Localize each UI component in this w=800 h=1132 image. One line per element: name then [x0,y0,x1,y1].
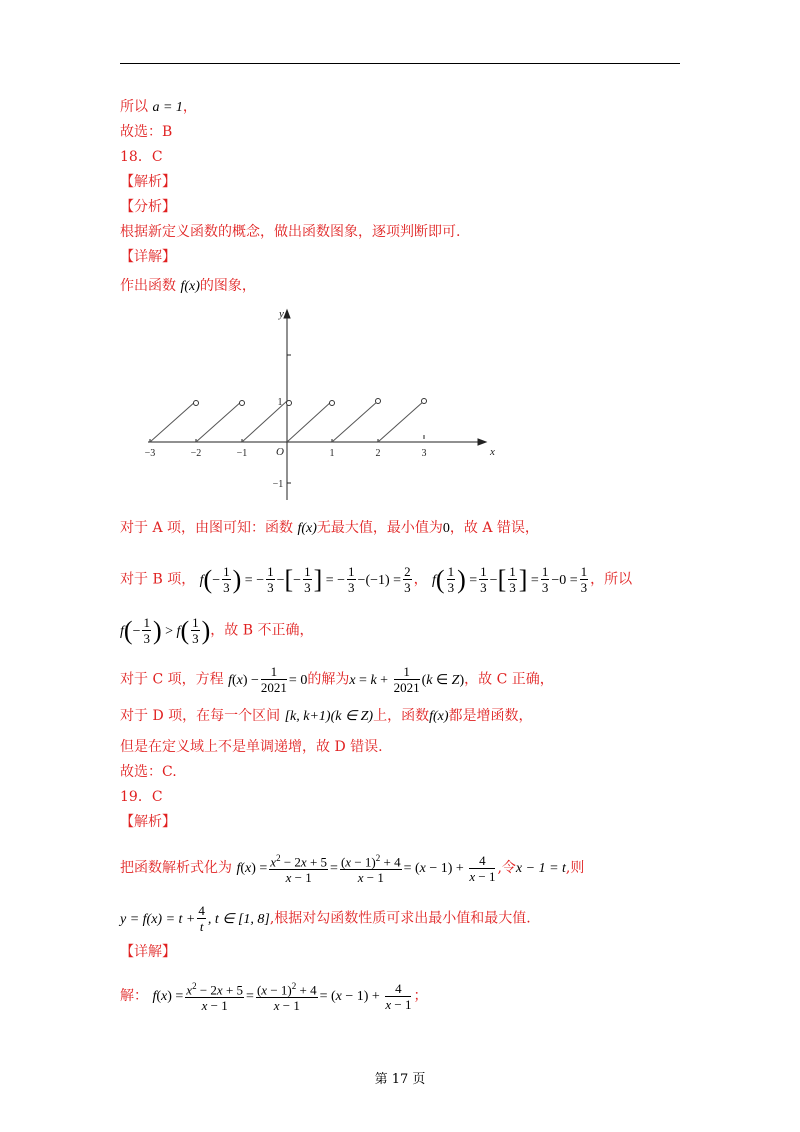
q19-analysis-2 [120,903,531,934]
q19-solution [120,979,427,1013]
text: ，故 C 正确， [464,671,554,688]
math-substitution: x − 1 = t [515,861,566,877]
text: 都是增函数， [448,708,533,724]
segment [196,401,242,442]
text: 无最大值，最小值为 [316,520,443,536]
math-b-calc-1: f(− $\frac{1}{3}$ ) = − $\frac{1}{3}$ −[− $\frac{1}{3}$ ] = − $\frac{1}{3}$ −(−1) = $\frac{2}{3}$ [199,564,411,595]
math-b-calc-2: f( $\frac{1}{3}$ ) = $\frac{1}{3}$ −[ $\frac{1}{3}$ ] = $\frac{1}{3}$ −0 = $\frac{1}{3}$ [432,564,588,595]
x-tick-label: −1 [236,448,248,459]
math-interval: [k, k+1)(k ∈ Z) [284,709,374,724]
text: ， [182,99,197,115]
text: ，故 B 不正确， [210,622,314,639]
x-tick-label: −3 [144,448,156,459]
segment [150,401,196,442]
option-d-text [120,706,533,727]
text: 把函数解析式化为 [120,860,232,877]
q19-analysis-1 [120,851,584,885]
y-tick-label: −1 [272,479,284,490]
segment [287,401,332,442]
line-answer-17: 故选：B [120,124,173,140]
section-xiangjie: 【详解】 [120,249,176,265]
math-q19-solution: f(x) = $\frac{x^2 - 2x + 5}{x - 1}$ = $\frac{(x - 1)^2 + 4}{x - 1}$ = (x − 1) + $\frac{4}{x - 1}$ [152,980,412,1014]
open-point [287,401,292,406]
page-number: 第 17 页 [374,1072,426,1087]
section-jiexi-19: 【解析】 [120,814,176,830]
text: 作出函数 [120,278,176,294]
option-a-text [120,518,539,539]
math-c-solution: x = k + $\frac{1}{2021}$ (k ∈ Z) [349,664,465,695]
section-jiexi: 【解析】 [120,174,176,190]
open-point [240,401,245,406]
x-axis-label: x [490,446,495,458]
text: 对于 C 项，方程 [120,671,224,688]
line-conclusion [120,97,197,118]
text: 上，函数 [373,708,430,724]
segment [332,401,378,442]
text: 的图象， [199,278,256,294]
section-fenxi: 【分析】 [120,199,176,215]
answer-18: 故选：C. [120,764,177,780]
option-b-conclusion [120,615,313,646]
section-xiangjie-19: 【详解】 [120,944,176,960]
open-point [194,401,199,406]
segment [378,401,424,442]
text: ，故 A 错误， [449,520,539,536]
math-zero: 0 [442,521,450,536]
text: 对于 B 项， [120,571,196,588]
analysis-text: 根据新定义函数的概念，做出函数图象，逐项判断即可. [120,224,461,240]
text: ,则 [565,860,585,877]
math-fx: f(x) [180,279,200,294]
question-19-heading: 19．C [120,789,163,805]
text: ,令 [497,860,516,877]
math-q19-rewrite: f(x) = $\frac{x^2 - 2x + 5}{x - 1}$ = $\frac{(x - 1)^2 + 4}{x - 1}$ = (x − 1) + $\frac{4}{x - 1}$ [236,852,496,886]
header-rule [120,63,680,64]
x-tick-label: 2 [375,448,381,459]
y-axis-arrow [284,310,290,318]
math-q19-t-form: y = f(x) = t + $\frac{4}{t}$ , t ∈ [1, 8] [120,903,270,934]
option-d-conclusion: 但是在定义域上不是单调递增，故 D 错误. [120,739,383,755]
text: ,根据对勾函数性质可求出最小值和最大值. [269,910,531,927]
open-point [330,401,335,406]
open-point [376,399,381,404]
math-fx: f(x) [429,709,449,724]
origin-label: O [276,446,284,458]
math-a-eq-1: a = 1 [152,100,183,115]
text: 的解为 [307,671,350,688]
y-axis-label: y [279,308,284,320]
text: 解： [120,988,148,1005]
y-tick-label: 1 [277,397,283,408]
question-18-heading: 18．C [120,149,163,165]
x-tick-label: 1 [329,448,335,459]
math-fx: f(x) [297,521,317,536]
x-tick-label: −2 [190,448,202,459]
option-c-text [120,664,554,695]
text: 对于 D 项，在每一个区间 [120,708,281,724]
text: ，所以 [590,571,633,588]
graph-intro [120,276,256,297]
option-b-text: 对于 B 项， f(− $\frac{1}{3}$ ) = − $\frac{1}{3}$ −[− $\frac{1}{3}$ ] = − $\frac{1}{3}$ −(−1) = $\frac{2}{3}$ ， f( $\frac{1}{3}$ ) = $\frac{1}{3}$ −[ $\frac{1}{3}$ ] = $\frac{1}{3}$ −0 = $\frac{1}{3}$ ，所以 [120,564,633,595]
function-graph [140,305,500,505]
text: 所以 [120,99,148,115]
x-tick-label: 3 [421,448,427,459]
x-axis-arrow [478,439,486,445]
math-c-equation: f(x) − $\frac{1}{2021}$ = 0 [228,664,308,695]
text: 对于 A 项，由图可知：函数 [120,520,294,536]
math-b-compare: f(− $\frac{1}{3}$ ) > f( $\frac{1}{3}$ ) [120,615,211,646]
text: ； [413,988,428,1005]
open-point [422,399,427,404]
